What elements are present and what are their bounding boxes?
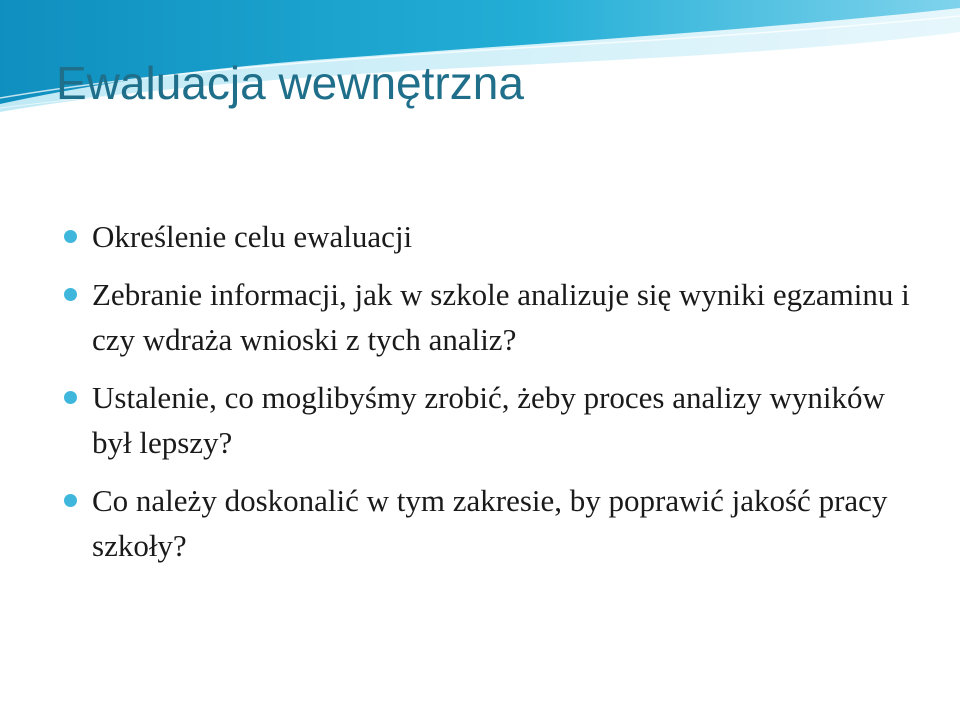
- bullet-list: [64, 214, 924, 581]
- bullet-item: [64, 214, 924, 259]
- bullet-dot-icon: [64, 288, 77, 301]
- bullet-item: [64, 478, 924, 568]
- bullet-dot-icon: [64, 494, 77, 507]
- bullet-text: Ustalenie, co moglibyśmy zrobić, żeby proces analizy wyników był lepszy?: [92, 380, 885, 460]
- bullet-dot-icon: [64, 230, 77, 243]
- bullet-dot-icon: [64, 391, 77, 404]
- bullet-text: Co należy doskonalić w tym zakresie, by poprawić jakość pracy szkoły?: [92, 483, 888, 563]
- bullet-text: Określenie celu ewaluacji: [92, 219, 413, 254]
- bullet-item: [64, 375, 924, 465]
- slide-title: Ewaluacja wewnętrzna: [56, 57, 524, 109]
- bullet-item: [64, 272, 924, 362]
- bullet-text: Zebranie informacji, jak w szkole analizuje się wyniki egzaminu i czy wdraża wnioski z tych analiz?: [92, 277, 910, 357]
